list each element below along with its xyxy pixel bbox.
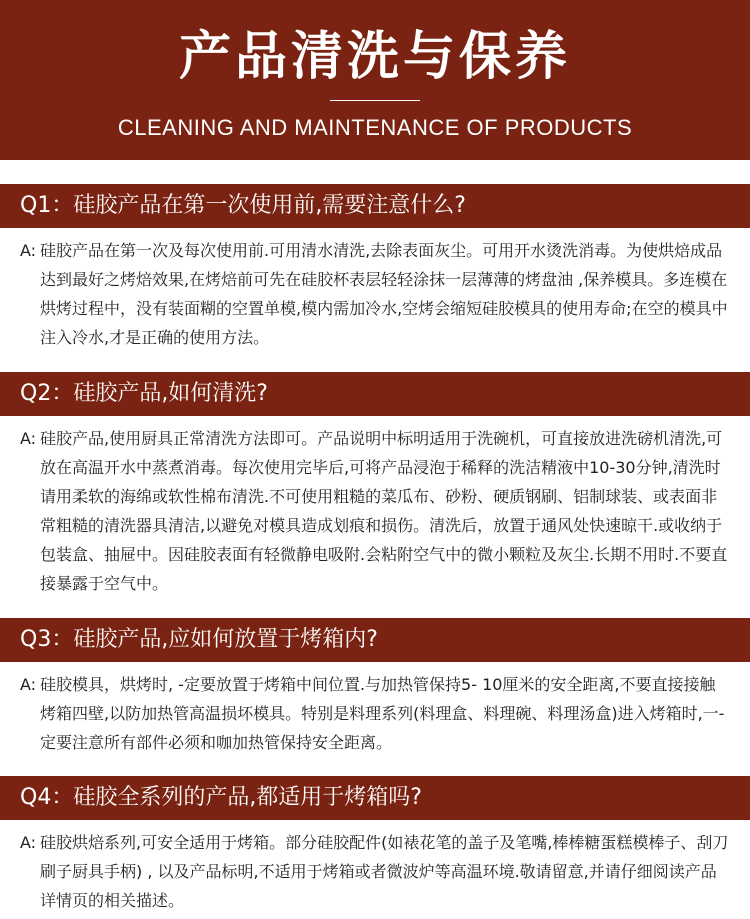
faq-item-2 [0,372,750,598]
answer-text: 硅胶产品在第一次及每次使用前.可用清水清洗,去除表面灰尘。可用开水烫洗消毒。为使烘焙成品达到最好之烤焙效果,在烤焙前可先在硅胶杯表层轻轻涂抹一层薄薄的烤盘油 ,保养模具。多连模在烘烤过程中，没有装面糊的空置单模,模内需加冷水,空烤会缩短硅胶模具的使用寿命;在空的模具中注入冷水,才是正确的使用方法。 [40,241,728,347]
page-subtitle: CLEANING AND MAINTENANCE OF PRODUCTS [117,115,633,140]
answer-text: 硅胶产品,使用厨具正常清洗方法即可。产品说明中标明适用于洗碗机，可直接放进洗磅机清洗,可放在高温开水中蒸煮消毒。每次使用完毕后,可将产品浸泡于稀释的洗洁精液中10-30分钟,清洗时请用柔软的海绵或软性棉布清洗.不可使用粗糙的菜瓜布、砂粉、硬质钢刷、铝制球装、或表面非常粗糙的清洗器具清洁,以避免对模具造成划痕和损伤。清洗后，放置于通风处快速晾干.或收纳于包装盒、抽屉中。因硅胶表面有轻微静电吸附.会粘附空气中的微小颗粒及灰尘.长期不用时.不要直接暴露于空气中。 [40,429,728,593]
question-bar: Q2：硅胶产品,如何清洗? [0,372,750,416]
answer-label: A: [20,241,37,260]
answer-block [0,416,750,598]
question-bar: Q3：硅胶产品,应如何放置于烤箱内? [0,618,750,662]
faq-item-1 [0,184,750,352]
page-title: 产品清洗与保养 [178,27,571,87]
answer-text: 硅胶烘焙系列,可安全适用于烤箱。部分硅胶配件(如裱花笔的盖子及笔嘴,棒棒糖蛋糕模棒子、刮刀刷子厨具手柄) , 以及产品标明,不适用于烤箱或者微波炉等高温环境.敬请留意,并请仔细阅读产品详情页的相关描述。 [40,833,729,910]
page-header [0,0,750,160]
answer-text: 硅胶模具，烘烤时, -定要放置于烤箱中间位置.与加热管保持5- 10厘米的安全距离,不要直接接触烤箱四壁,以防加热管高温损坏模具。特别是料理系列(料理盒、料理碗、料理汤盒)进入烤箱时,一-定要注意所有部件必须和咖加热管保持安全距离。 [40,675,725,752]
answer-label: A: [20,833,37,852]
answer-block [0,228,750,352]
answer-label: A: [20,675,37,694]
question-bar: Q1：硅胶产品在第一次使用前,需要注意什么? [0,184,750,228]
question-bar: Q4：硅胶全系列的产品,都适用于烤箱吗? [0,776,750,820]
faq-item-3 [0,618,750,757]
title-divider [330,100,420,101]
answer-block [0,820,750,915]
answer-label: A: [20,429,37,448]
answer-block [0,662,750,757]
faq-item-4 [0,776,750,915]
